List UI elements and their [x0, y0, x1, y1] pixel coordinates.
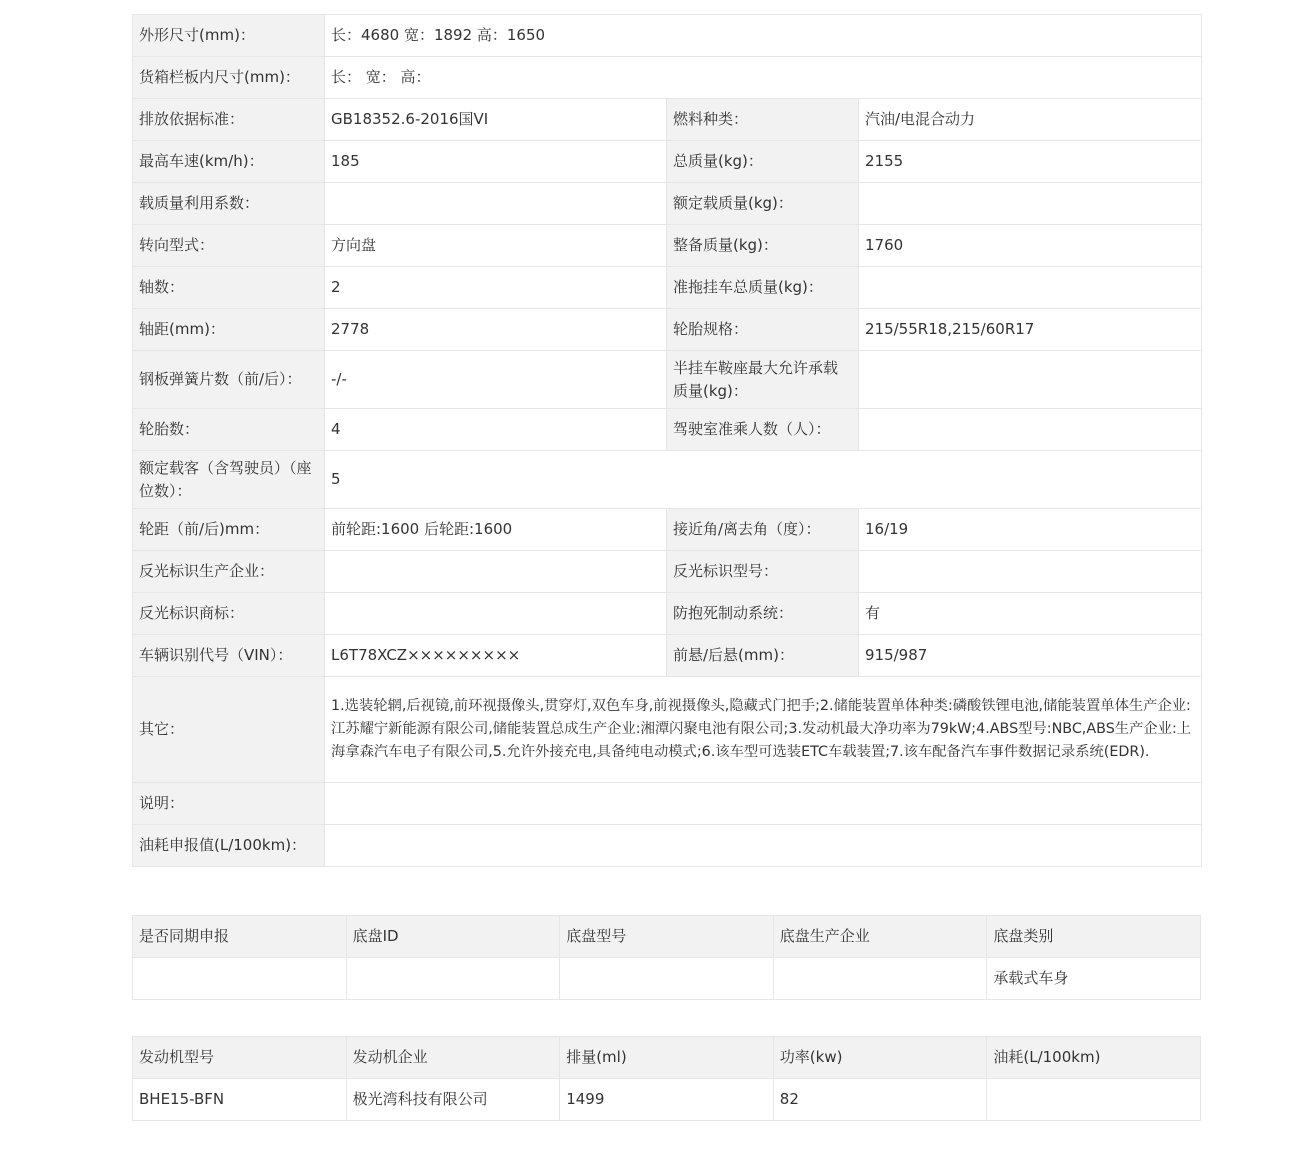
engine-maker-cell: 极光湾科技有限公司: [346, 1079, 560, 1121]
wheelbase-label: 轴距(mm)：: [133, 309, 325, 351]
fuel-consumption-label: 油耗申报值(L/100km)：: [133, 825, 325, 867]
reflect-model-value: [859, 551, 1202, 593]
overhang-value: 915/987: [859, 635, 1202, 677]
row-dimensions: [133, 15, 1202, 57]
engine-header-model: 发动机型号: [133, 1037, 347, 1079]
tire-spec-label: 轮胎规格：: [667, 309, 859, 351]
engine-model-cell: BHE15-BFN: [133, 1079, 347, 1121]
row-emission: [133, 99, 1202, 141]
cab-seats-label: 驾驶室准乘人数（人）：: [667, 409, 859, 451]
chassis-header-type: 底盘类别: [987, 916, 1201, 958]
row-wheelbase: [133, 309, 1202, 351]
chassis-header-sync: 是否同期申报: [133, 916, 347, 958]
abs-label: 防抱死制动系统：: [667, 593, 859, 635]
row-passengers: [133, 451, 1202, 509]
dimensions-value: 长：4680 宽：1892 高：1650: [325, 15, 1202, 57]
reflect-brand-value: [325, 593, 667, 635]
angles-value: 16/19: [859, 509, 1202, 551]
reflect-maker-value: [325, 551, 667, 593]
cargo-box-label: 货箱栏板内尺寸(mm)：: [133, 57, 325, 99]
cargo-box-value: 长： 宽： 高：: [325, 57, 1202, 99]
track-value: 前轮距:1600 后轮距:1600: [325, 509, 667, 551]
row-fuel-consumption: [133, 825, 1202, 867]
row-reflect-brand: [133, 593, 1202, 635]
fuel-type-value: 汽油/电混合动力: [859, 99, 1202, 141]
vin-value: L6T78XCZ×××××××××: [325, 635, 667, 677]
row-other: [133, 677, 1202, 783]
row-tire-count: [133, 409, 1202, 451]
note-label: 说明：: [133, 783, 325, 825]
row-max-speed: [133, 141, 1202, 183]
vehicle-spec-table: [132, 14, 1202, 867]
steering-label: 转向型式：: [133, 225, 325, 267]
engine-header-row: [133, 1037, 1201, 1079]
chassis-header-model: 底盘型号: [560, 916, 774, 958]
dimensions-label: 外形尺寸(mm)：: [133, 15, 325, 57]
saddle-load-value: [859, 351, 1202, 409]
row-vin: [133, 635, 1202, 677]
cab-seats-value: [859, 409, 1202, 451]
chassis-table: [132, 915, 1201, 1000]
saddle-load-label: 半挂车鞍座最大允许承载质量(kg)：: [667, 351, 859, 409]
load-util-value: [325, 183, 667, 225]
load-util-label: 载质量利用系数：: [133, 183, 325, 225]
table-row: [133, 1079, 1201, 1121]
row-leaf-spring: [133, 351, 1202, 409]
wheelbase-value: 2778: [325, 309, 667, 351]
engine-consumption-cell: [987, 1079, 1201, 1121]
fuel-consumption-value: [325, 825, 1202, 867]
other-label: 其它：: [133, 677, 325, 783]
other-value: 1.选装轮辋,后视镜,前环视摄像头,贯穿灯,双色车身,前视摄像头,隐藏式门把手;2.储能装置单体种类:磷酸铁锂电池,储能装置单体生产企业:江苏耀宁新能源有限公司,储能装置总成生产企业:湘潭闪聚电池有限公司;3.发动机最大净功率为79kW;4.ABS型号:NBC,ABS生产企业:上海拿森汽车电子有限公司,5.允许外接充电,具备纯电动模式;6.该车型可选装ETC车载装置;7.该车配备汽车事件数据记录系统(EDR).: [325, 677, 1202, 783]
tire-count-label: 轮胎数：: [133, 409, 325, 451]
chassis-type-cell: 承载式车身: [987, 958, 1201, 1000]
axles-label: 轴数：: [133, 267, 325, 309]
engine-header-displacement: 排量(ml): [560, 1037, 774, 1079]
note-value: [325, 783, 1202, 825]
engine-table: [132, 1036, 1201, 1121]
leaf-spring-label: 钢板弹簧片数（前/后）：: [133, 351, 325, 409]
overhang-label: 前悬/后悬(mm)：: [667, 635, 859, 677]
track-label: 轮距（前/后)mm：: [133, 509, 325, 551]
reflect-model-label: 反光标识型号：: [667, 551, 859, 593]
fuel-type-label: 燃料种类：: [667, 99, 859, 141]
chassis-header-id: 底盘ID: [346, 916, 560, 958]
engine-displacement-cell: 1499: [560, 1079, 774, 1121]
chassis-model-cell: [560, 958, 774, 1000]
passengers-label: 额定载客（含驾驶员）（座位数）：: [133, 451, 325, 509]
engine-header-maker: 发动机企业: [346, 1037, 560, 1079]
curb-mass-label: 整备质量(kg)：: [667, 225, 859, 267]
emission-label: 排放依据标准：: [133, 99, 325, 141]
chassis-sync-cell: [133, 958, 347, 1000]
total-mass-value: 2155: [859, 141, 1202, 183]
rated-load-value: [859, 183, 1202, 225]
reflect-maker-label: 反光标识生产企业：: [133, 551, 325, 593]
row-note: [133, 783, 1202, 825]
row-load-util: [133, 183, 1202, 225]
engine-header-power: 功率(kw): [773, 1037, 987, 1079]
angles-label: 接近角/离去角（度）：: [667, 509, 859, 551]
curb-mass-value: 1760: [859, 225, 1202, 267]
steering-value: 方向盘: [325, 225, 667, 267]
chassis-maker-cell: [773, 958, 987, 1000]
table-row: [133, 958, 1201, 1000]
engine-header-consumption: 油耗(L/100km): [987, 1037, 1201, 1079]
tire-count-value: 4: [325, 409, 667, 451]
tire-spec-value: 215/55R18,215/60R17: [859, 309, 1202, 351]
axles-value: 2: [325, 267, 667, 309]
max-speed-value: 185: [325, 141, 667, 183]
max-speed-label: 最高车速(km/h)：: [133, 141, 325, 183]
leaf-spring-value: -/-: [325, 351, 667, 409]
abs-value: 有: [859, 593, 1202, 635]
chassis-id-cell: [346, 958, 560, 1000]
row-axles: [133, 267, 1202, 309]
total-mass-label: 总质量(kg)：: [667, 141, 859, 183]
passengers-value: 5: [325, 451, 1202, 509]
trailer-mass-label: 准拖挂车总质量(kg)：: [667, 267, 859, 309]
chassis-header-row: [133, 916, 1201, 958]
row-reflect-maker: [133, 551, 1202, 593]
vin-label: 车辆识别代号（VIN）：: [133, 635, 325, 677]
emission-value: GB18352.6-2016国VI: [325, 99, 667, 141]
rated-load-label: 额定载质量(kg)：: [667, 183, 859, 225]
row-steering: [133, 225, 1202, 267]
trailer-mass-value: [859, 267, 1202, 309]
row-cargo-box: [133, 57, 1202, 99]
engine-power-cell: 82: [773, 1079, 987, 1121]
row-track: [133, 509, 1202, 551]
chassis-header-maker: 底盘生产企业: [773, 916, 987, 958]
reflect-brand-label: 反光标识商标：: [133, 593, 325, 635]
